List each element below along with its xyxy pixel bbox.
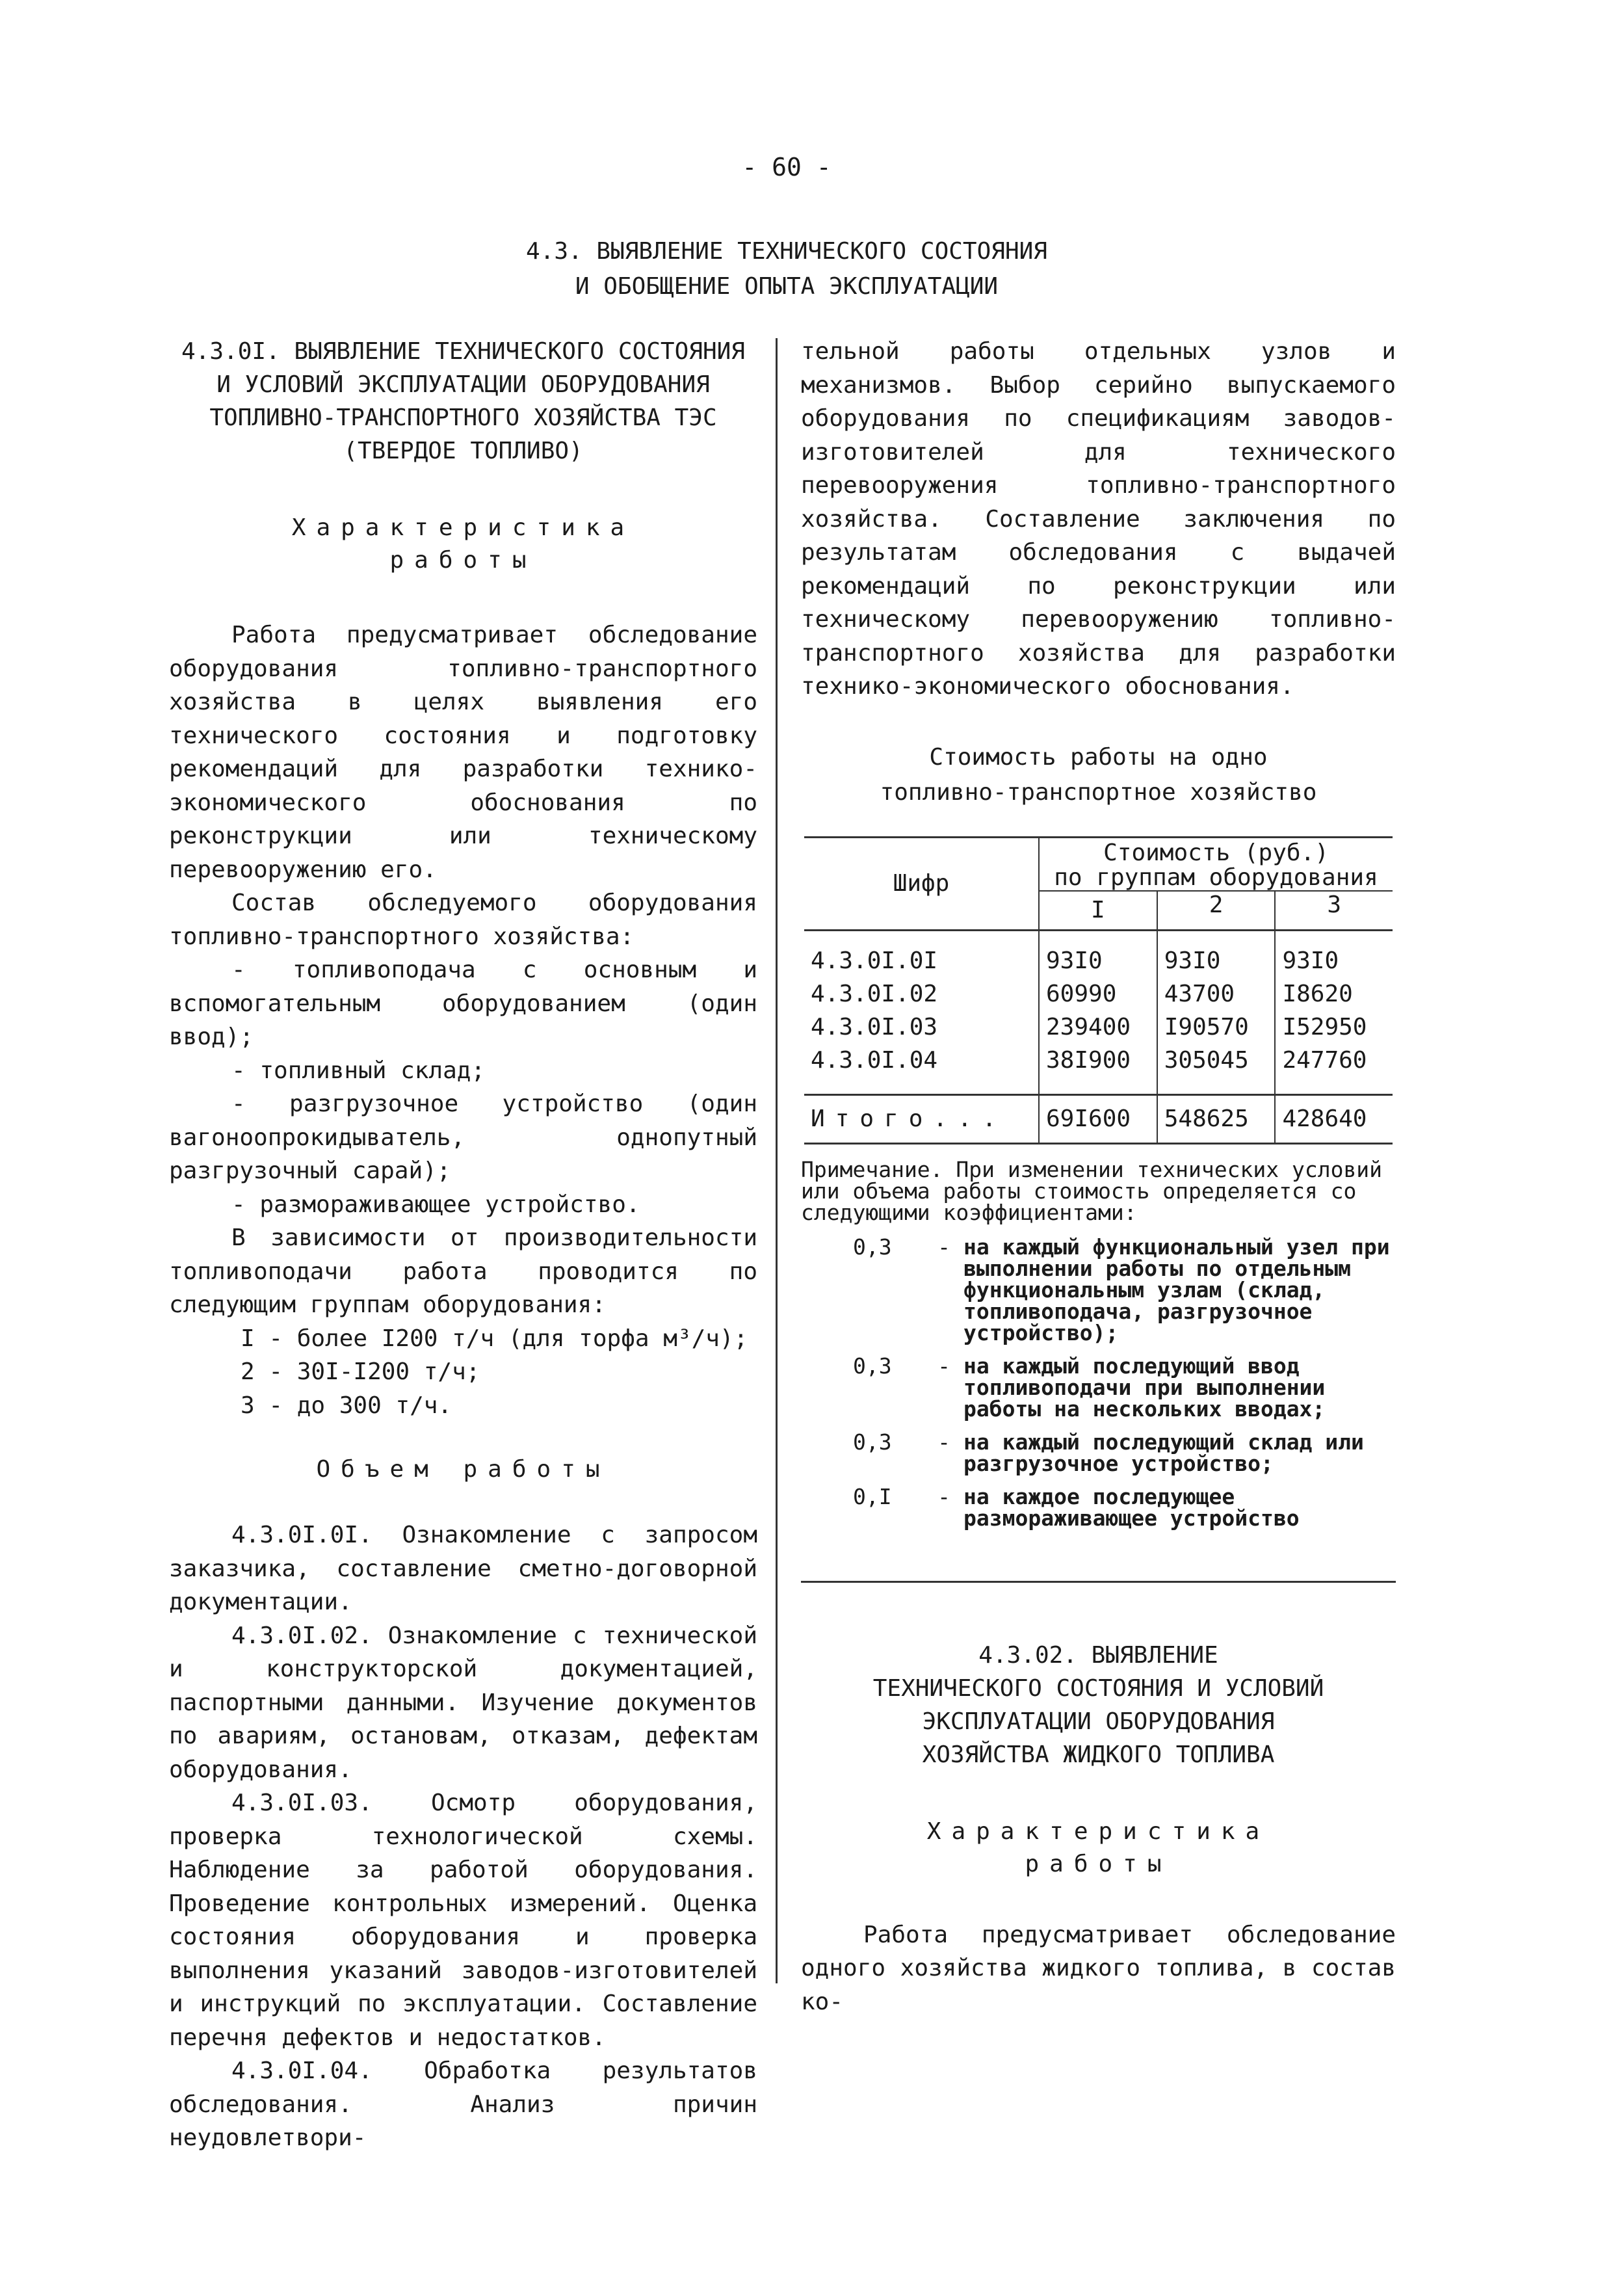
work-item: 4.3.0I.04. Обработка результатов обследования. Анализ причин неудовлетвори-	[169, 2057, 757, 2151]
header-group: I	[1039, 891, 1157, 931]
note-text: на каждый последующий склад или разгрузочное устройство;	[963, 1429, 1364, 1476]
page-number: - 60 -	[742, 153, 832, 181]
table-cell-code: 4.3.0I.02	[804, 977, 1039, 1011]
note-coef: 0,3	[853, 1353, 892, 1379]
paragraph: Состав обследуемого оборудования топливно-транспортного хозяйства:	[169, 890, 757, 950]
table-cell-code: 4.3.0I.0I	[804, 930, 1039, 977]
note-item	[801, 1431, 1396, 1474]
table-cell: 93I0	[1157, 930, 1276, 977]
list-item: - топливный склад;	[231, 1057, 486, 1084]
header-cost-line: по группам оборудования	[1054, 864, 1378, 891]
cost-caption-line: топливно-транспортное хозяйство	[880, 778, 1317, 806]
cost-caption-line: Стоимость работы на одно	[929, 743, 1268, 771]
work-item: 4.3.0I.0I. Ознакомление с запросом заказчика, составление сметно-договорной документации.	[169, 1522, 757, 1615]
paragraph: Работа предусматривает обследование оборудования топливно-транспортного хозяйства в целях выявления его технического состояния и подготовку рекомендаций для разработки технико-экономического обоснования по реконструкции или техническому перевооружению его.	[169, 622, 757, 883]
table-cell: 43700	[1157, 977, 1276, 1011]
note-head: Примечание. При изменении технических условий или объема работы стоимость определяется со следующими коэффициентами:	[801, 1156, 1383, 1225]
table-cell: 305045	[1157, 1044, 1276, 1095]
note-coef: 0,I	[853, 1483, 892, 1509]
note-dash: -	[937, 1353, 950, 1379]
cost-caption	[801, 740, 1396, 810]
table-row	[804, 977, 1393, 1011]
characteristic-heading: Характеристика	[291, 514, 635, 541]
table-cell: 239400	[1039, 1011, 1157, 1044]
table-cell: 38I900	[1039, 1044, 1157, 1095]
note-coef: 0,3	[853, 1429, 892, 1455]
total-cell: 428640	[1282, 1105, 1367, 1132]
paragraph: В зависимости от производительности топливоподачи работа проводится по следующим группам оборудования:	[169, 1224, 757, 1318]
note-text: на каждый последующий ввод топливоподачи при выполнении работы на нескольких вводах;	[963, 1353, 1326, 1422]
note-item	[801, 1236, 1396, 1343]
group-item: I - более I200 т/ч (для торфа м³/ч);	[241, 1325, 748, 1352]
table-cell: I90570	[1157, 1011, 1276, 1044]
characteristic-heading-2: работы	[389, 547, 537, 574]
section-title-line: 4.3.0I. ВЫЯВЛЕНИЕ ТЕХНИЧЕСКОГО СОСТОЯНИЯ	[181, 338, 745, 365]
list-item: - топливоподача с основным и вспомогательным оборудованием (один ввод);	[169, 957, 757, 1050]
main-title-line: 4.3. ВЫЯВЛЕНИЕ ТЕХНИЧЕСКОГО СОСТОЯНИЯ	[526, 238, 1047, 265]
section2-title	[801, 1639, 1396, 1771]
note-coef: 0,3	[853, 1234, 892, 1260]
header-cipher: Шифр	[804, 837, 1039, 930]
header-cost-line: Стоимость (руб.)	[1103, 839, 1329, 866]
paragraph: Работа предусматривает обследование одного хозяйства жидкого топлива, в состав ко-	[801, 1921, 1396, 2015]
section2-title-line: 4.3.02. ВЫЯВЛЕНИЕ	[978, 1641, 1218, 1669]
table-cell: 93I0	[1282, 947, 1339, 974]
table-cell: I52950	[1282, 1013, 1367, 1040]
section2-title-line: ХОЗЯЙСТВА ЖИДКОГО ТОПЛИВА	[922, 1741, 1275, 1768]
right-column	[801, 335, 1396, 2018]
section2-title-line: ЭКСПЛУАТАЦИИ ОБОРУДОВАНИЯ	[922, 1708, 1275, 1735]
table-cell: I8620	[1282, 980, 1353, 1007]
table-cell-code: 4.3.0I.04	[804, 1044, 1039, 1095]
group-item: 2 - 30I-I200 т/ч;	[241, 1358, 480, 1385]
section-title-line: И УСЛОВИЙ ЭКСПЛУАТАЦИИ ОБОРУДОВАНИЯ	[216, 371, 710, 398]
note-dash: -	[937, 1234, 950, 1260]
main-title-line: И ОБОБЩЕНИЕ ОПЫТА ЭКСПЛУАТАЦИИ	[575, 273, 999, 300]
section-title-line: ТОПЛИВНО-ТРАНСПОРТНОГО ХОЗЯЙСТВА ТЭС	[209, 404, 717, 431]
note-text: на каждое последующее размораживающее устройство	[963, 1483, 1300, 1531]
table-row	[804, 930, 1393, 977]
column-divider	[776, 338, 778, 1983]
volume-heading: Объем работы	[316, 1456, 610, 1483]
work-item: 4.3.0I.03. Осмотр оборудования, проверка технологической схемы. Наблюдение за работой оборудования. Проведение контрольных измерений. Оценка состояния оборудования и проверка выполнения указаний заводов-изготовителей и инструкций по эксплуатации. Составление перечня дефектов и недостатков.	[169, 1790, 757, 2051]
cost-table	[804, 836, 1393, 1144]
note-dash: -	[937, 1429, 950, 1455]
note-text: на каждый функциональный узел при выполнении работы по отдельным функциональным узлам (склад, топливоподача, разгрузочное устройство);	[963, 1234, 1390, 1345]
table-cell: 93I0	[1039, 930, 1157, 977]
paragraph: тельной работы отдельных узлов и механизмов. Выбор серийно выпускаемого оборудования по спецификациям заводов-изготовителей для технического перевооружения топливно-транспортного хозяйства. Составление заключения по результатам обследования с выдачей рекомендаций по реконструкции или техническому перевооружению топливно-транспортного хозяйства для разработки технико-экономического обоснования.	[801, 338, 1396, 700]
characteristic-heading: Характеристика	[926, 1818, 1270, 1845]
list-item: - разгрузочное устройство (один вагоноопрокидыватель, однопутный разгрузочный сарай);	[169, 1091, 757, 1184]
header-cost	[1039, 837, 1393, 891]
work-item: 4.3.0I.02. Ознакомление с технической и конструкторской документацией, паспортными данными. Изучение документов по авариям, остановам, отказам, дефектам оборудования.	[169, 1622, 757, 1783]
table-cell-code: 4.3.0I.03	[804, 1011, 1039, 1044]
total-cell: 69I600	[1039, 1094, 1157, 1143]
note-dash: -	[937, 1483, 950, 1509]
table-total-row	[804, 1094, 1393, 1143]
list-item: - размораживающее устройство.	[231, 1191, 640, 1218]
header-group: 2	[1157, 891, 1276, 931]
characteristic-heading-2: работы	[1025, 1850, 1172, 1877]
table-cell: 60990	[1039, 977, 1157, 1011]
section-title-line: (ТВЕРДОЕ ТОПЛИВО)	[343, 438, 583, 464]
left-column	[169, 335, 757, 2155]
table-cell: 247760	[1282, 1046, 1367, 1074]
section2-title-line: ТЕХНИЧЕСКОГО СОСТОЯНИЯ И УСЛОВИЙ	[872, 1674, 1324, 1702]
main-title	[0, 234, 1573, 304]
note-item	[801, 1355, 1396, 1420]
table-row	[804, 1044, 1393, 1095]
total-cell: 548625	[1157, 1094, 1276, 1143]
note	[801, 1156, 1396, 1531]
group-item: 3 - до 300 т/ч.	[241, 1392, 452, 1419]
note-item	[801, 1483, 1396, 1531]
total-label: Итого...	[804, 1094, 1039, 1143]
header-group: 3	[1327, 891, 1342, 918]
table-row	[804, 1011, 1393, 1044]
section-title	[169, 335, 757, 468]
